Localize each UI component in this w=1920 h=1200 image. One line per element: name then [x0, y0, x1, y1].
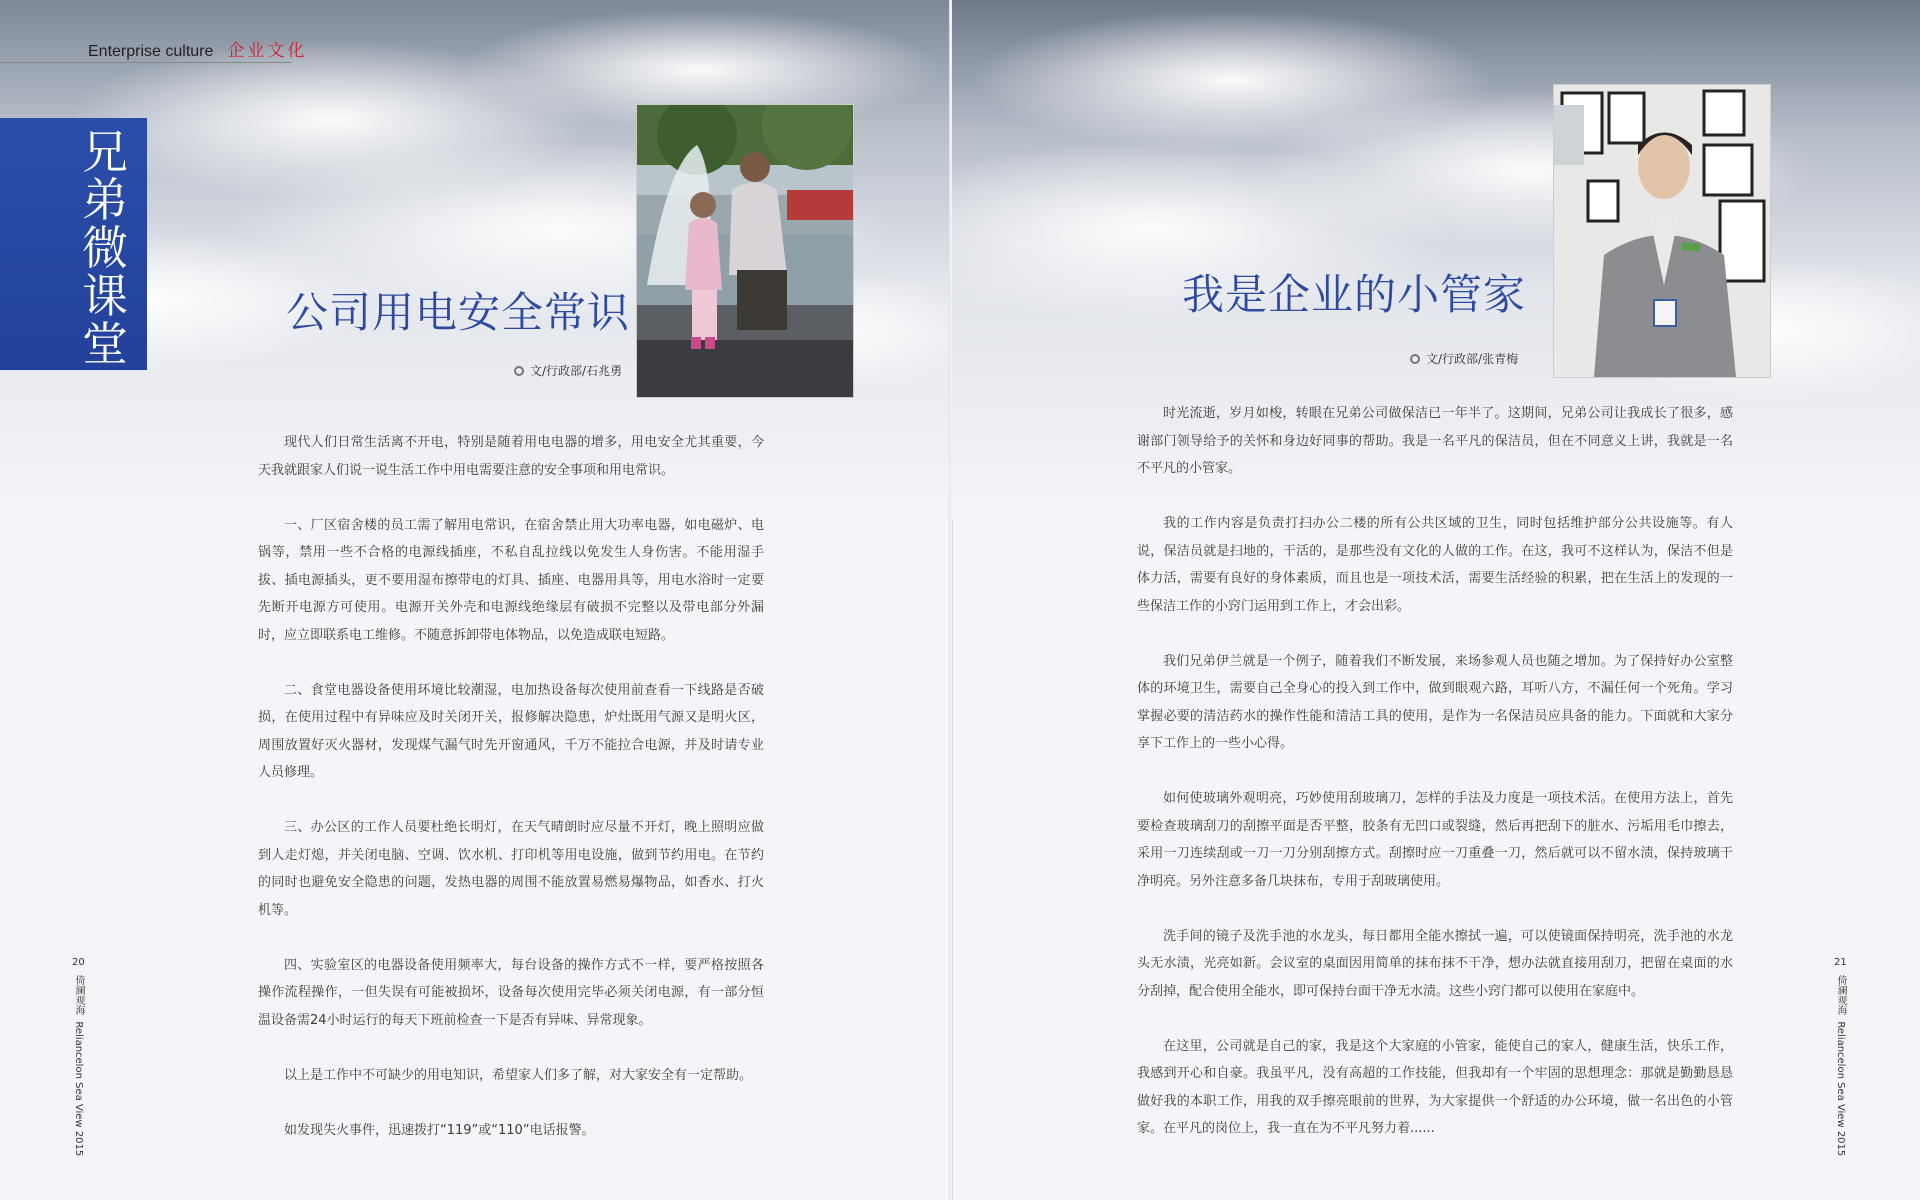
- bullet-icon: [1410, 354, 1420, 364]
- magazine-name-left: [72, 975, 84, 1157]
- paragraph: 二、食堂电器设备使用环境比较潮湿，电加热设备每次使用前查看一下线路是否破损，在使用过程中有异味应及时关闭开关，报修解决隐患，炉灶既用气源又是明火区，周围放置好灭火器材，发现煤气漏气时先开窗通风，千万不能拉合电源，并及时请专业人员修理。: [258, 682, 764, 780]
- paragraph: 四、实验室区的电器设备使用频率大，每台设备的操作方式不一样，要严格按照各操作流程操作，一但失误有可能被损坏，设备每次使用完毕必须关闭电源，有一部分恒温设备需24小时运行的每天下班前检查一下是否有异味、异常现象。: [258, 957, 764, 1028]
- header-rule: [0, 62, 292, 63]
- byline-left-text: 文/行政部/石兆勇: [530, 364, 623, 378]
- right-page: [952, 0, 1920, 1200]
- paragraph: 如何使玻璃外观明亮，巧妙使用刮玻璃刀，怎样的手法及力度是一项技术活。在使用方法上，首先要检查玻璃刮刀的刮擦平面是否平整，胶条有无凹口或裂缝，然后再把刮下的脏水、污垢用毛巾擦去，采用一刀连续刮或一刀一刀分别刮擦方式。刮擦时应一刀重叠一刀，然后就可以不留水渍，保持玻璃干净明亮。另外注意多备几块抹布，专用于刮玻璃使用。: [1137, 791, 1733, 889]
- bullet-icon: [514, 366, 524, 376]
- author-photo-left: [636, 104, 854, 398]
- paragraph: 时光流逝，岁月如梭，转眼在兄弟公司做保洁已一年半了。这期间，兄弟公司让我成长了很多，感谢部门领导给予的关怀和身边好同事的帮助。我是一名平凡的保洁员，但在不同意义上讲，我就是一名不平凡的小管家。: [1137, 406, 1733, 476]
- article-title-left: 公司用电安全常识: [286, 288, 631, 337]
- author-photo-right: [1553, 84, 1771, 378]
- article-title-right: 我是企业的小管家: [1182, 270, 1527, 319]
- column-title-box: [0, 118, 147, 370]
- section-header-cn: 企业文化: [227, 41, 308, 60]
- paragraph: 现代人们日常生活离不开电，特别是随着用电电器的增多，用电安全尤其重要，今天我就跟家人们说一说生活工作中用电需要注意的安全事项和用电常识。: [258, 435, 764, 478]
- paragraph: 一、厂区宿舍楼的员工需了解用电常识，在宿舍禁止用大功率电器，如电磁炉、电锅等，禁用一些不合格的电源线插座，不私自乱拉线以免发生人身伤害。不能用湿手拔、插电源插头，更不要用湿布擦带电的灯具、插座、电器用具等，用电水浴时一定要先断开电源方可使用。电源开关外壳和电源线绝缘层有破损不完整以及带电部分外漏时，应立即联系电工维修。不随意拆卸带电体物品，以免造成联电短路。: [258, 517, 764, 643]
- magazine-name-cn: 倚澜观海: [73, 975, 84, 1015]
- paragraph: 洗手间的镜子及洗手池的水龙头，每日都用全能水擦拭一遍，可以使镜面保持明亮，洗手池的水龙头无水渍，光亮如新。会议室的桌面因用简单的抹布抹不干净，想办法就直接用刮刀，把留在桌面的水分刮掉，配合使用全能水，即可保持台面干净无水渍。这些小窍门都可以使用在家庭中。: [1137, 928, 1733, 999]
- magazine-name-en: Reliancelon Sea View 2015: [1835, 1021, 1846, 1157]
- section-header-en: Enterprise culture: [88, 43, 214, 60]
- left-page: [0, 0, 950, 1200]
- article-body-right: [1137, 400, 1733, 1170]
- paragraph: 以上是工作中不可缺少的用电知识，希望家人们多了解，对大家安全有一定帮助。: [284, 1067, 753, 1083]
- paragraph: 如发现失火事件，迅速拨打“119”或“110”电话报警。: [284, 1122, 595, 1138]
- magazine-name-en: Reliancelon Sea View 2015: [73, 1021, 84, 1157]
- paragraph: 我们兄弟伊兰就是一个例子，随着我们不断发展，来场参观人员也随之增加。为了保持好办公室整体的环境卫生，需要自己全身心的投入到工作中，做到眼观六路，耳听八方，不漏任何一个死角。学习掌握必要的清洁药水的操作性能和清洁工具的使用，是作为一名保洁员应具备的能力。下面就和大家分享下工作上的一些小心得。: [1137, 653, 1733, 751]
- byline-right-text: 文/行政部/张青梅: [1426, 352, 1519, 366]
- paragraph: 我的工作内容是负责打扫办公二楼的所有公共区域的卫生，同时包括维护部分公共设施等。有人说，保洁员就是扫地的，干活的，是那些没有文化的人做的工作。在这，我可不这样认为，保洁不但是体力活，需要有良好的身体素质，而且也是一项技术活，需要生活经验的积累，把在生活上的发现的一些保洁工作的小窍门运用到工作上，才会出彩。: [1137, 516, 1733, 614]
- page-number-left: 20: [72, 957, 85, 968]
- article-body-left: [258, 429, 764, 1172]
- paragraph: 三、办公区的工作人员要杜绝长明灯，在天气晴朗时应尽量不开灯，晚上照明应做到人走灯熄，并关闭电脑、空调、饮水机、打印机等用电设施，做到节约用电。在节约的同时也避免安全隐患的问题，发热电器的周围不能放置易燃易爆物品，如香水、打火机等。: [258, 820, 764, 918]
- page-number-right: 21: [1834, 957, 1847, 968]
- section-header: [88, 36, 307, 61]
- byline-left: [514, 362, 622, 379]
- paragraph: 在这里，公司就是自己的家，我是这个大家庭的小管家，能使自己的家人，健康生活，快乐工作，我感到开心和自豪。我虽平凡，没有高超的工作技能，但我却有一个牢固的思想理念：那就是勤勤恳恳做好我的本职工作，用我的双手擦亮眼前的世界，为大家提供一个舒适的办公环境，做一名出色的小管家。在平凡的岗位上，我一直在为不平凡努力着......: [1137, 1038, 1733, 1136]
- column-title: 兄弟微课堂: [82, 125, 128, 371]
- magazine-name-cn: 倚澜观海: [1835, 975, 1846, 1015]
- magazine-name-right: [1834, 975, 1846, 1157]
- byline-right: [1410, 350, 1518, 367]
